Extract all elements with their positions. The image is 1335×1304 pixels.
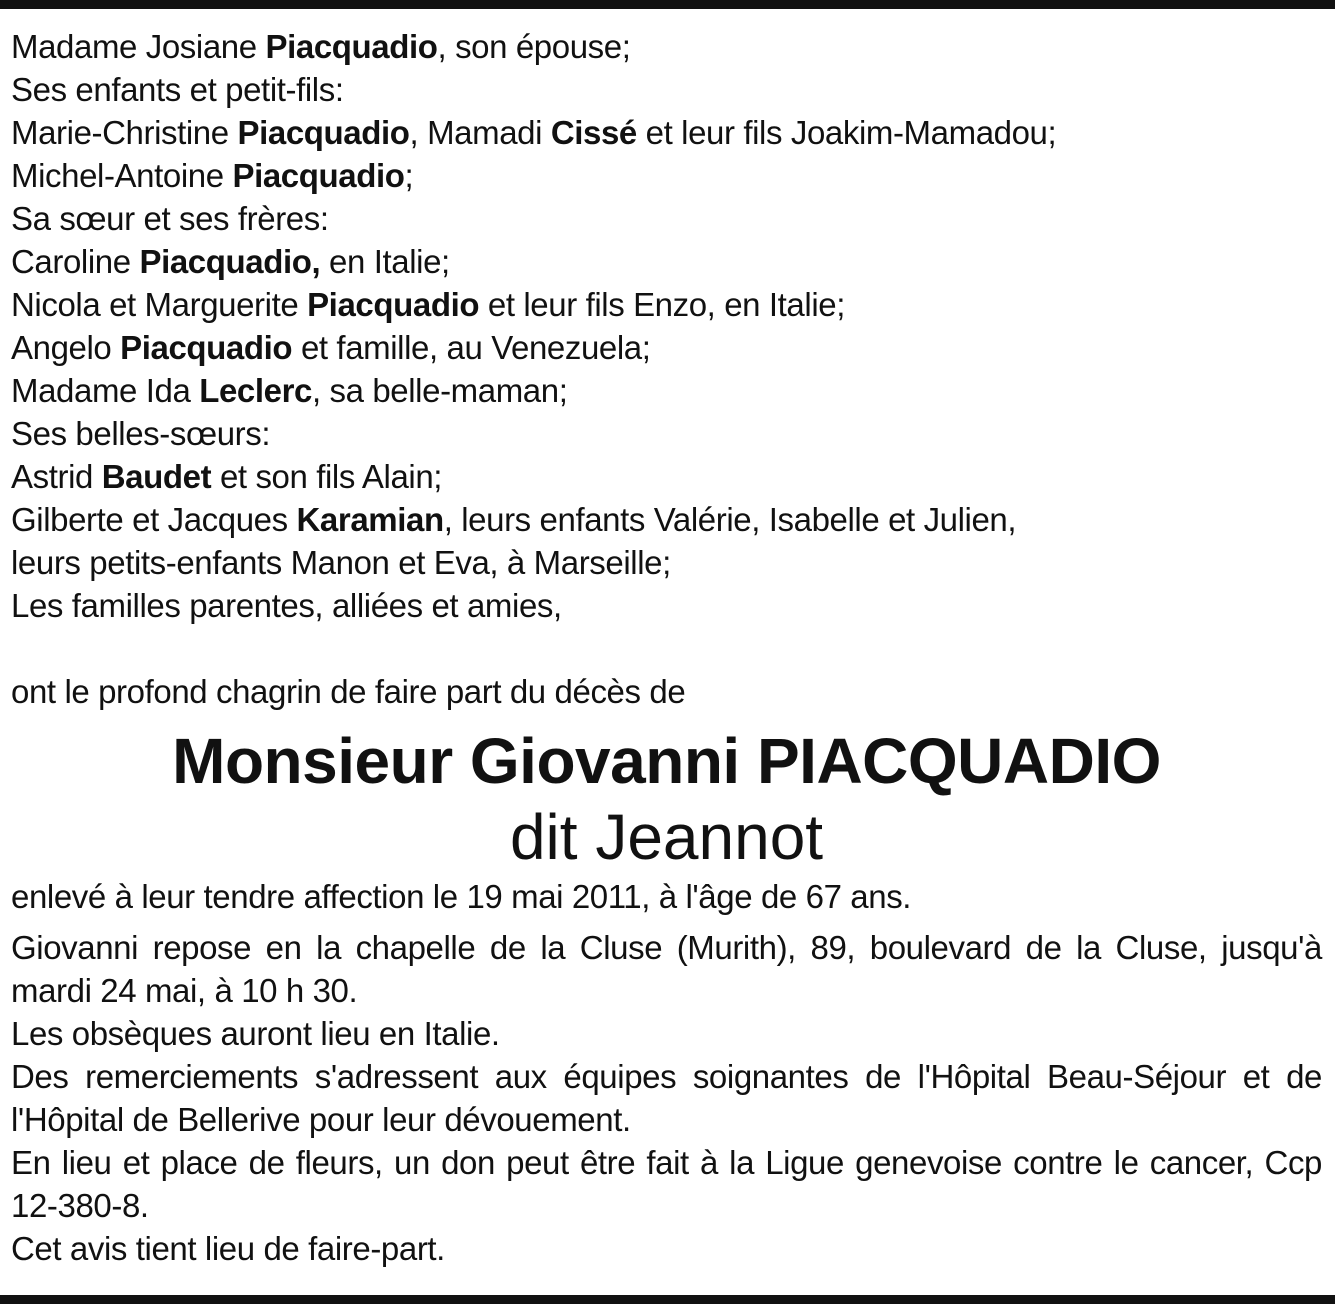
family-text: et son fils Alain;	[211, 458, 443, 495]
family-line	[11, 283, 1322, 326]
details-section	[11, 926, 1322, 1270]
family-line	[11, 111, 1322, 154]
family-text: Ses enfants et petit-fils:	[11, 71, 344, 108]
surname: Piacquadio	[232, 157, 405, 194]
surname: Cissé	[550, 114, 637, 151]
family-line	[11, 154, 1322, 197]
details-paragraph: Cet avis tient lieu de faire-part.	[11, 1230, 445, 1267]
family-text: Nicola et Marguerite	[11, 286, 308, 323]
family-list	[11, 25, 1322, 627]
family-line	[11, 455, 1322, 498]
family-text: et leur fils Enzo, en Italie;	[479, 286, 845, 323]
family-line	[11, 240, 1322, 283]
obituary-notice	[11, 25, 1322, 1270]
details-paragraph: Les obsèques auront lieu en Italie.	[11, 1015, 500, 1052]
top-border-rule	[0, 0, 1335, 9]
family-text: ;	[404, 157, 414, 194]
family-text: Gilberte et Jacques	[11, 501, 297, 538]
family-text: Caroline	[11, 243, 140, 280]
details-paragraph: Giovanni repose en la chapelle de la Cluse (Murith), 89, boulevard de la Cluse, jusqu'à mardi 24 mai, à 10 h 30.	[11, 929, 1322, 1009]
surname: Karamian	[296, 501, 444, 538]
family-line	[11, 584, 1322, 627]
deceased-name: Monsieur Giovanni PIACQUADIO	[172, 725, 1161, 797]
family-text: en Italie;	[320, 243, 450, 280]
family-text: Madame Josiane	[11, 28, 266, 65]
surname: Leclerc	[199, 372, 312, 409]
announcement-intro: ont le profond chagrin de faire part du décès de	[11, 673, 686, 710]
family-text: Michel-Antoine	[11, 157, 233, 194]
details-paragraph: Des remerciements s'adressent aux équipes soignantes de l'Hôpital Beau-Séjour et de l'Hôpital de Bellerive pour leur dévouement.	[11, 1058, 1322, 1138]
family-line	[11, 326, 1322, 369]
surname: Piacquadio	[120, 329, 293, 366]
surname: Piacquadio	[237, 114, 410, 151]
family-line	[11, 25, 1322, 68]
family-text: , leurs enfants Valérie, Isabelle et Julien,	[443, 501, 1017, 538]
family-text: , son épouse;	[437, 28, 631, 65]
family-text: Ses belles-sœurs:	[11, 415, 271, 452]
family-text: , Mamadi	[409, 114, 551, 151]
family-text: Astrid	[11, 458, 102, 495]
family-text: Angelo	[11, 329, 121, 366]
surname: Piacquadio	[307, 286, 480, 323]
family-text: leurs petits-enfants Manon et Eva, à Marseille;	[11, 544, 671, 581]
family-line	[11, 369, 1322, 412]
family-line	[11, 197, 1322, 240]
surname: Piacquadio	[265, 28, 438, 65]
family-text: Sa sœur et ses frères:	[11, 200, 329, 237]
family-text: et leur fils Joakim-Mamadou;	[636, 114, 1057, 151]
family-line	[11, 412, 1322, 455]
family-text: , sa belle-maman;	[311, 372, 568, 409]
family-text: Marie-Christine	[11, 114, 238, 151]
family-text: Madame Ida	[11, 372, 200, 409]
family-text: Les familles parentes, alliées et amies,	[11, 587, 562, 624]
family-line	[11, 68, 1322, 111]
surname: Baudet	[101, 458, 212, 495]
family-text: et famille, au Venezuela;	[292, 329, 651, 366]
death-date-line: enlevé à leur tendre affection le 19 mai 2011, à l'âge de 67 ans.	[11, 878, 912, 915]
family-line	[11, 498, 1322, 541]
family-line	[11, 541, 1322, 584]
bottom-border-rule	[0, 1295, 1335, 1304]
details-paragraph: En lieu et place de fleurs, un don peut être fait à la Ligue genevoise contre le cancer, Ccp 12-380-8.	[11, 1144, 1322, 1224]
surname: Piacquadio,	[139, 243, 321, 280]
deceased-nickname: dit Jeannot	[509, 801, 824, 873]
